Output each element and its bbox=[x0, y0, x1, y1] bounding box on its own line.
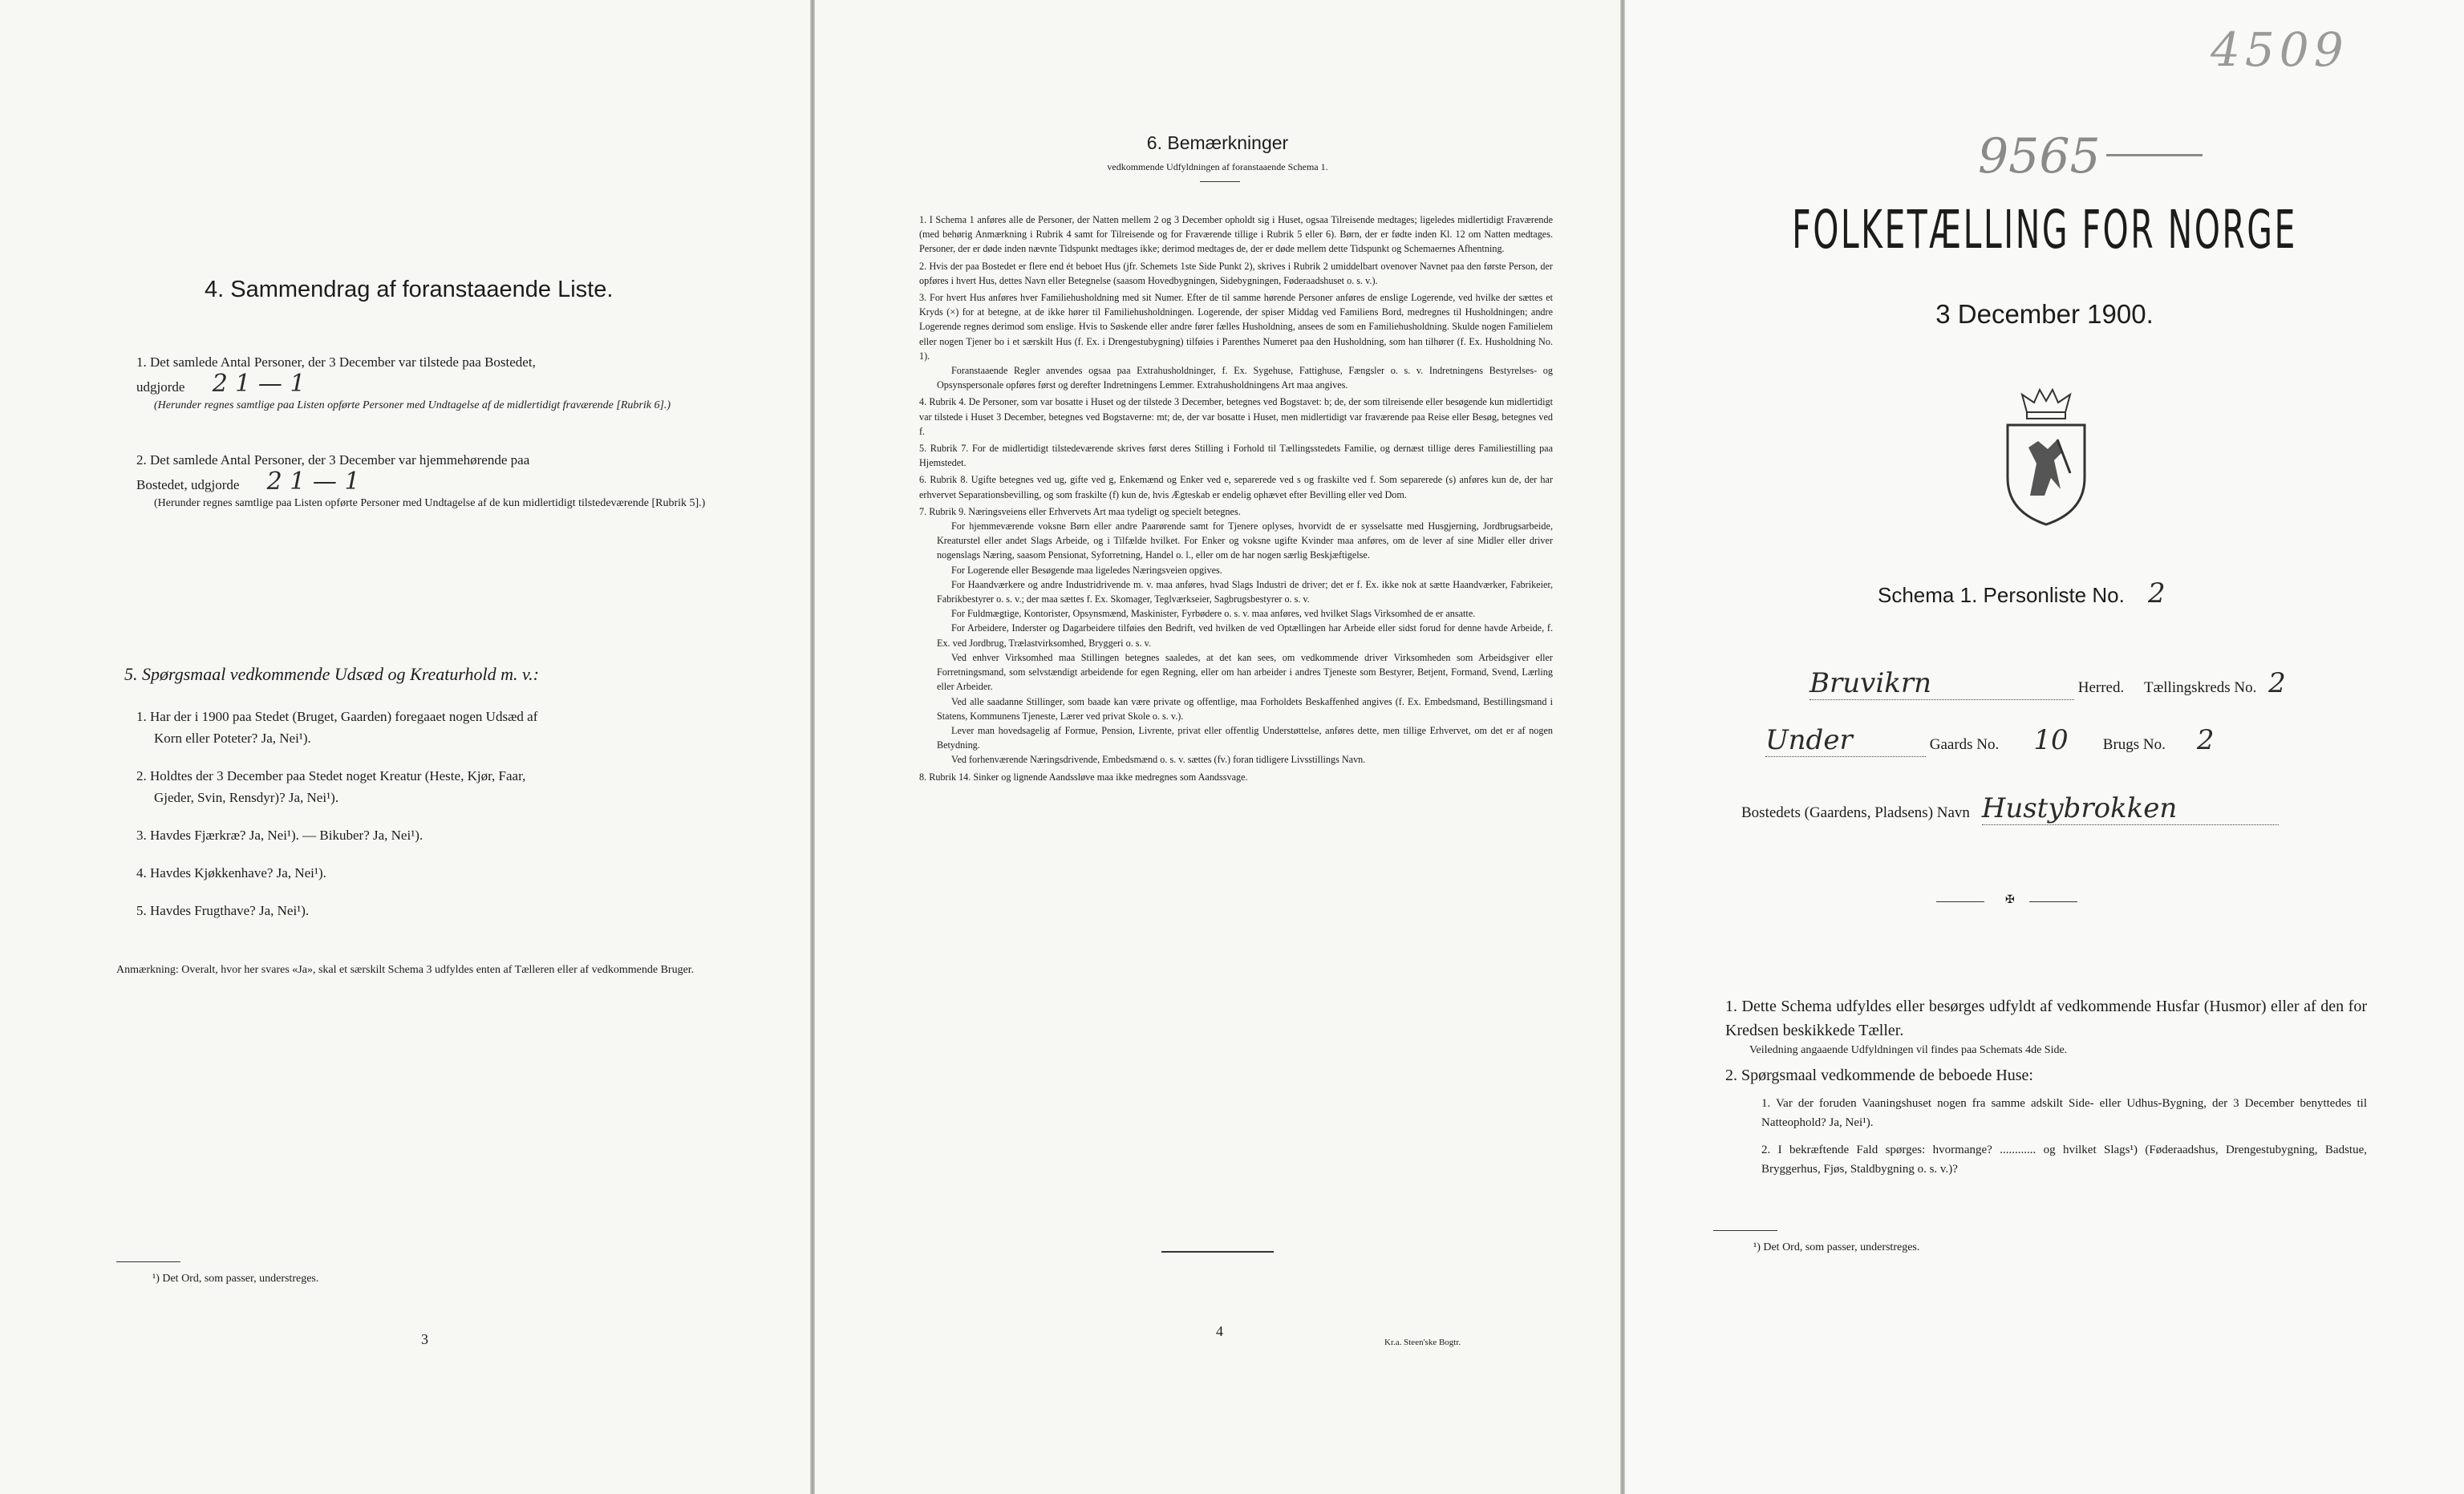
ornament-rule-right bbox=[2029, 901, 2077, 902]
instruction-2-q2: 2. I bekræftende Fald spørges: hvormange? ............ og hvilket Slags¹) (Føderaadshus, Drengestubygning, Badstue, Bryggerhus, Fjøs, Staldbygning o. s. v.)? bbox=[1761, 1144, 2367, 1176]
s4-q1-line-a: 1. Det samlede Antal Personer, der 3 December var tilstede paa Bostedet, bbox=[136, 354, 536, 370]
census-title: FOLKETÆLLING FOR NORGE bbox=[1792, 199, 2297, 261]
s4-question-1 bbox=[136, 351, 754, 414]
remark: Anmærkning: Overalt, hvor her svares «Ja», skal et særskilt Schema 3 udfyldes enten af Tælleren eller af vedkommende Bruger. bbox=[116, 964, 695, 976]
s5-q2-line-a: 2. Holdtes der 3 December paa Stedet noget Kreatur (Heste, Kjør, Faar, bbox=[136, 768, 526, 783]
pencil-number: 9565 bbox=[1978, 128, 2101, 184]
right-page bbox=[1625, 0, 2464, 1494]
s4-q2-line-a: 2. Det samlede Antal Personer, der 3 December var hjemmehørende paa bbox=[136, 452, 530, 468]
remark-item: For Fuldmægtige, Kontorister, Opsynsmænd, Maskinister, Fyrbødere o. s. v. maa anføres, ved hvilket Slags Virksomhed de er ansatte. bbox=[951, 608, 1476, 620]
remark-item: Ved forhenværende Næringsdrivende, Embedsmænd o. s. v. sættes (fv.) foran tidligere Livsstillings Navn. bbox=[951, 754, 1366, 766]
left-page bbox=[0, 0, 810, 1494]
gaard-number: 10 bbox=[2033, 724, 2069, 756]
footnote: ¹) Det Ord, som passer, understreges. bbox=[152, 1273, 319, 1285]
section-6-subtitle: vedkommende Udfyldningen af foranstaaende Schema 1. bbox=[1107, 161, 1328, 172]
remark-item: For Haandværkere og andre Industridrivende m. v. maa anføres, hvad Slags Industri de driver; det er f. Ex. ikke nok at sætte Haandværker, Fabrikeier, Fabrikbestyrer o. s. v.; der maa sættes f. Ex. Skomager, Teglværkseier, Sagbrugsbestyrer o. s. v. bbox=[937, 578, 1553, 605]
footnote-rule-right bbox=[1713, 1230, 1777, 1231]
section-4-title: 4. Sammendrag af foranstaaende Liste. bbox=[205, 277, 614, 302]
brugs-label: Brugs No. bbox=[2102, 736, 2166, 753]
instruction-2: 2. Spørgsmaal vedkommende de beboede Huse: bbox=[1725, 1067, 2033, 1084]
remark-item: Foranstaaende Regler anvendes ogsaa paa Extrahusholdninger, f. Ex. Sygehuse, Fattighuse, Fængsler o. s. v. Indretningens Bestyrelses- og Opsynspersonale opføres først og derefter Indretningens Lemmer. Extrahusholdningens Art maa angives. bbox=[937, 365, 1553, 391]
schema-line bbox=[1878, 577, 2166, 609]
instructions bbox=[1725, 994, 2367, 1179]
footnote-right: ¹) Det Ord, som passer, understreges. bbox=[1753, 1241, 1920, 1253]
title-rule bbox=[1200, 181, 1240, 182]
remarks-list bbox=[919, 210, 1553, 784]
bosted-value: Hustybrokken bbox=[1982, 792, 2279, 825]
schema-label: Schema 1. Personliste No. bbox=[1878, 583, 2125, 607]
remark-item: 5. Rubrik 7. For de midlertidigt tilstedeværende skrives først deres Stilling i Forhold til Tællingsstedets Familie, og dernæst tillige deres Familiestilling paa Hjemstedet. bbox=[919, 443, 1553, 469]
s5-q1-line-a: 1. Har der i 1900 paa Stedet (Bruget, Gaarden) foregaaet nogen Udsæd af bbox=[136, 709, 538, 724]
remark-item: 3. For hvert Hus anføres hver Familiehusholdning med sit Numer. Efter de til samme hørende Personer anføres de enslige Logerende, ved hvilke der sættes et Kryds (×) for at betegne, at de ikke hører til Familiehusholdningen. Logerende, der spiser Middag ved Familiens Bord, medregnes til Husholdningen; andre Logerende regnes derimod som enslige. Hvis to Søskende eller andre fører fælles Husholdning, ansees de som en Familiehusholdning. Skulde nogen Familielem eller nogen Tjener bo i et særskilt Hus (f. Ex. i Drengestubygning) tilføies i Parenthes Numeret paa den Husholdning, som han tilhører (f. Ex. Husholdning No. 1). bbox=[919, 292, 1553, 362]
census-date: 3 December 1900. bbox=[1935, 299, 2154, 329]
s5-q1-line-b: Korn eller Poteter? Ja, Nei¹). bbox=[154, 731, 311, 746]
gaard-line bbox=[1765, 724, 2407, 757]
page-number-4: 4 bbox=[1216, 1323, 1223, 1339]
brugs-number: 2 bbox=[2196, 724, 2215, 756]
herred-line bbox=[1810, 667, 2419, 700]
end-rule bbox=[1161, 1251, 1274, 1253]
norwegian-coat-of-arms-icon bbox=[1998, 383, 2094, 528]
remark-item: Ved enhver Virksomhed maa Stillingen betegnes saaledes, at det kan sees, om vedkommende driver Virksomheden som Arbeidsgiver eller Forretningsmand, som selvstændigt arbeidende for egen Regning, eller om han arbeider i andres Tjeneste som Bestyrer, Betjent, Formand, Svend, Lærling eller Arbeider. bbox=[937, 651, 1553, 693]
s5-q5: 5. Havdes Frugthave? Ja, Nei¹). bbox=[136, 903, 310, 918]
remark-item: 7. Rubrik 9. Næringsveiens eller Erhvervets Art maa tydeligt og specielt betegnes. bbox=[919, 505, 1241, 517]
s4-q1-note: (Herunder regnes samtlige paa Listen opførte Personer med Undtagelse af de midlertidigt fraværende [Rubrik 6].) bbox=[154, 399, 671, 411]
herred-value: Bruvikrn bbox=[1810, 667, 2074, 700]
remark-item: 4. Rubrik 4. De Personer, som var bosatte i Huset og der tilstede 3 December, betegnes ved Bogstavet: b; de, der som tilreisende eller besøgende kun midlertidigt var tilstede i Huset 3 December, betegnes ved Bogstaverne: mt; de, der var bosatte i Huset, men midlertidigt var fraværende paa Reise eller Besøg, betegnes ved f. bbox=[919, 396, 1553, 437]
s4-q2-note: (Herunder regnes samtlige paa Listen opførte Personer med Undtagelse af de kun midlertidigt tilstedeværende [Rubrik 5].) bbox=[154, 497, 706, 509]
gaard-value: Under bbox=[1765, 724, 1926, 757]
remark-item: Ved alle saadanne Stillinger, som baade kan være private og offentlige, maa Forholdets Beskaffenhed angives (f. Ex. Embedsmand, Bestillingsmand i Statens, Kommunens Tjeneste, Lærer ved privat Skole o. s. v.). bbox=[937, 695, 1553, 722]
s5-q2-line-b: Gjeder, Svin, Rensdyr)? Ja, Nei¹). bbox=[154, 790, 339, 805]
middle-page bbox=[815, 0, 1620, 1494]
archive-number: 4509 bbox=[2211, 22, 2348, 77]
s5-questions bbox=[136, 706, 754, 921]
s4-q2-line-b: Bostedet, udgjorde bbox=[136, 477, 240, 492]
remark-item: 8. Rubrik 14. Sinker og lignende Aandssløve maa ikke medregnes som Aandssvage. bbox=[919, 771, 1248, 783]
gaard-label: Gaards No. bbox=[1929, 736, 2000, 753]
remark-item: 6. Rubrik 8. Ugifte betegnes ved ug, gifte ved g, Enkemænd og Enker ved e, separerede ved s og fraskilte ved f. Som separerede (s) anføres kun de, der har erhvervet Separationsbevilling, og som fraskilte (f) kun de, hvis Ægteskab er endelig ophævet efter Bevilling eller ved Dom. bbox=[919, 474, 1553, 500]
footnote-rule bbox=[116, 1261, 180, 1262]
s5-q4: 4. Havdes Kjøkkenhave? Ja, Nei¹). bbox=[136, 865, 326, 881]
remark-item: 1. I Schema 1 anføres alle de Personer, der Natten mellem 2 og 3 December opholdt sig i Huset, ogsaa Tilreisende medtages; ligeledes midlertidigt Fraværende (med behørig Anmærkning i Rubrik 4 samt for Tilreisende og for Fraværende tillige i Rubrik 5 eller 6). Børn, der er fødte inden Kl. 12 om Natten medtages. Personer, der er døde inden nævnte Tidspunkt medtages ikke; derimod medtages de, der er døde mellem dette Tidspunkt og Schemaernes Afhentning. bbox=[919, 214, 1553, 255]
krets-label: Tællingskreds No. bbox=[2144, 679, 2257, 696]
s4-q2-answer: 2 1 — 1 bbox=[266, 468, 360, 496]
remark-item: For Arbeidere, Inderster og Dagarbeidere tilføies den Bedrift, ved hvilken de ved Optællingen har Arbeide eller sidst forud for denne havde Arbeide, f. Ex. ved Jordbrug, Trælastvirksomhed, Bryggeri o. s. v. bbox=[937, 622, 1553, 649]
remark-item: Lever man hovedsagelig af Formue, Pension, Livrente, privat eller offentlig Understøttelse, anføres dette, men tillige Erhvervet, om det er af nogen Betydning. bbox=[937, 724, 1553, 751]
personliste-number: 2 bbox=[2148, 577, 2166, 609]
section-5-title: 5. Spørgsmaal vedkommende Udsæd og Kreaturhold m. v.: bbox=[124, 664, 539, 684]
s4-q1-answer: 2 1 — 1 bbox=[212, 370, 306, 398]
remark-item: 2. Hvis der paa Bostedet er flere end ét beboet Hus (jfr. Schemets 1ste Side Punkt 2), skrives i Rubrik 2 umiddelbart ovenover Navnet paa den første Person, der opføres i hvert Hus, dettes Navn eller Betegnelse (saasom Hovedbygningen, Sidebygningen, Føderaadshuset o. s. v.). bbox=[919, 260, 1553, 286]
page-number-3: 3 bbox=[421, 1331, 428, 1347]
remark-item: For hjemmeværende voksne Børn eller andre Paarørende samt for Tjenere oplyses, hvorvidt de er sysselsatte med Husgjerning, Jordbrugsarbeide, Kreaturstel eller andet Slags Arbeide, og i Tilfælde hvilket. For Enker og voksne ugifte Kvinder maa anføres, om de lever af sine Midler eller driver nogenslags Næring, saasom Pensionat, Syforretning, Handel o. l., eller om de har nogen særlig Beskjæftigelse. bbox=[937, 520, 1553, 561]
remark-item: For Logerende eller Besøgende maa ligeledes Næringsveien opgives. bbox=[951, 564, 1222, 576]
printer-imprint: Kr.a. Steen'ske Bogtr. bbox=[1384, 1338, 1461, 1347]
instruction-1: 1. Dette Schema udfyldes eller besørges udfyldt af vedkommende Husfar (Husmor) eller af den for Kredsen beskikkede Tæller. bbox=[1725, 998, 2367, 1039]
s4-question-2 bbox=[136, 449, 754, 512]
s4-q1-line-b: udgjorde bbox=[136, 379, 185, 395]
pencil-dash bbox=[2106, 154, 2203, 156]
section-6-title: 6. Bemærkninger bbox=[1146, 132, 1289, 153]
herred-label: Herred. bbox=[2077, 679, 2125, 696]
instruction-2-q1: 1. Var der foruden Vaaningshuset nogen fra samme adskilt Side- eller Udhus-Bygning, der 3 December benyttedes til Natteophold? Ja, Nei¹). bbox=[1761, 1097, 2367, 1129]
instruction-1-note: Veiledning angaaende Udfyldningen vil findes paa Schemats 4de Side. bbox=[1749, 1044, 2068, 1056]
krets-value: 2 bbox=[2268, 667, 2286, 699]
ornament-icon: ✠ bbox=[2005, 894, 2015, 906]
ornament-rule-left bbox=[1936, 901, 1984, 902]
bosted-line bbox=[1741, 792, 2423, 825]
s5-q3: 3. Havdes Fjærkræ? Ja, Nei¹). — Bikuber? Ja, Nei¹). bbox=[136, 828, 424, 843]
bosted-label: Bostedets (Gaardens, Pladsens) Navn bbox=[1741, 804, 1970, 821]
